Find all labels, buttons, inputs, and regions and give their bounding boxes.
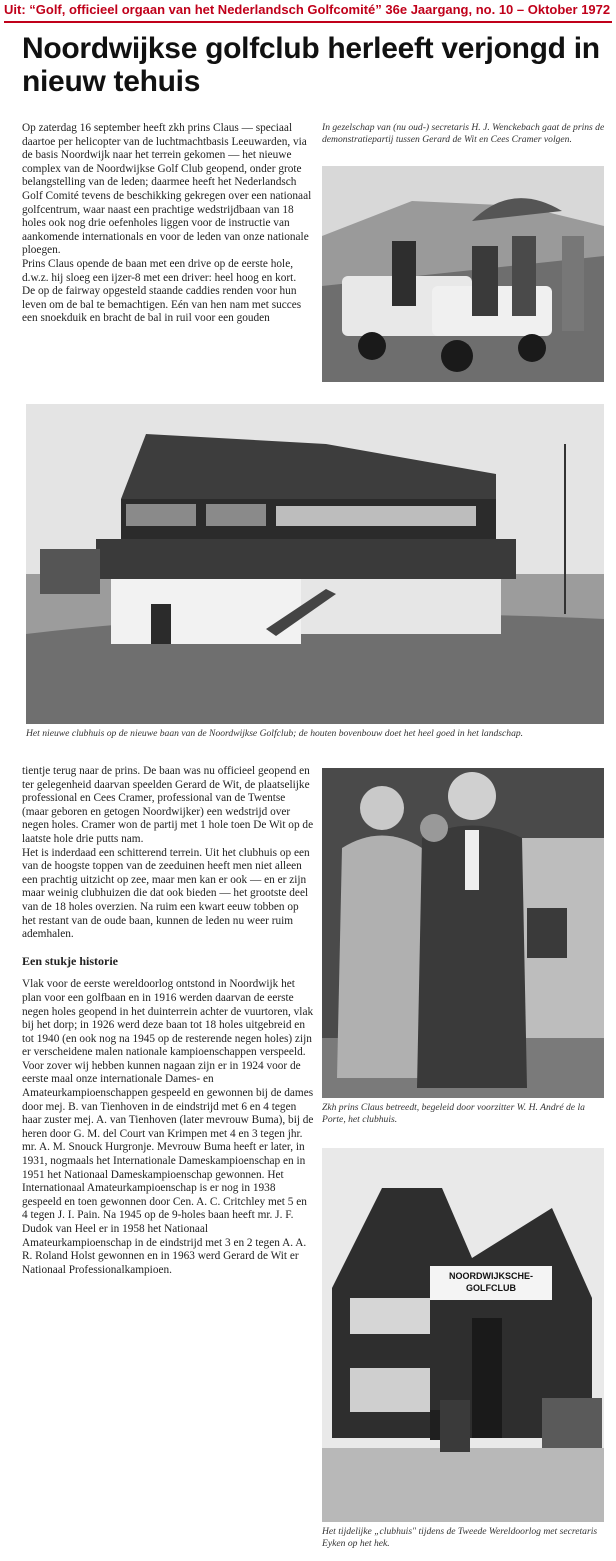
source-underline — [4, 21, 612, 23]
main-column — [22, 765, 314, 1277]
source-line: Uit: “Golf, officieel orgaan van het Nederlandsch Golfcomité” 36e Jaargang, no. 10 – Oktober 1972 — [4, 2, 611, 17]
golf-cart-photo — [322, 166, 604, 382]
history-paragraph-2: Voor zover wij hebben kunnen nagaan zijn er in 1924 voor de eerste maal onze internationale Dames- en Amateurkampioenschappen gespeeld en gewonnen bij de dames door mej. B. van Tienhoven in de eindstrijd met 6 en 4 tegen haar zuster mej. A. van Tienhoven (later mevrouw Buma), bij de heren door G. M. del Court van Krimpen met 4 en 3 tegen jhr. mr. A. M. Snouck Hurgronje. Mevrouw Buma heeft er later, in 1931, nogmaals het Internationale Dameskampioenschap en in 1951 het Nationaal Dameskampioenschap gewonnen. Het Internationaal Amateurkampioenschap is er nog in 1938 gespeeld en toen gewonnen door Cen. A. C. Critchley met 5 en 4 tegen J. I. Pain. Na 1945 op de 9-holes baan heeft mr. J. F. Dudok van Heel er in 1958 het Nationaal Amateurkampioenschap in de eindstrijd met 3 en 2 tegen A. A. R. Roland Holst gewonnen en in 1963 werd Gerard de Wit er Nationaal Professionalkampioen. — [22, 1059, 314, 1276]
prince-photo — [322, 768, 604, 1098]
continuation-paragraph-2: Het is inderdaad een schitterend terrein. Uit het clubhuis op een van de hoogste toppen van de zeeduinen heeft men niet alleen een prachtig uitzicht op zee, maar men kan er ook — en er zijn maar weinig clubhuizen die dat ook bieden — het grootste deel van de 18 holes overzien. Na ruim een kwart eeuw tobben op het restant van de oude baan, kunnen de leden nu weer ruim ademhalen. — [22, 846, 310, 941]
caption-prince: Zkh prins Claus betreedt, begeleid door voorzitter W. H. André de la Porte, het clubhuis. — [322, 1102, 585, 1125]
history-paragraph-1: Vlak voor de eerste wereldoorlog ontstond in Noordwijk het plan voor een golfbaan en in 1916 werden daarvan de eerste negen holes geopend in het duinterrein achter de vuurtoren, vlak bij het dorp; in 1926 werd deze baan tot 18 holes uitgebreid en tot 1940 (en ook nog na 1945 op de resterende negen holes) zijn er verscheidene malen nationale kampioenschappen verspeeld. — [22, 978, 314, 1059]
continuation-paragraph-1: tientje terug naar de prins. De baan was nu officieel geopend en ter gelegenheid daarvan speelden Gerard de Wit, de plaatselijke professional en Cees Cramer, professional van de Twentse (maar geboren en getogen Noordwijker) een wedstrijd over negen holes. Cramer won de partij met 1 hole toen De Wit op de laatste hole drie putts nam. — [22, 765, 314, 845]
intro-paragraph-2: Prins Claus opende de baan met een drive op de eerste hole, d.w.z. hij sloeg een ijzer-8 met een driver: heel hoog en kort. De op de fairway opgesteld staande caddies renden voor hun leven om de bal te bemachtigen. Eén van hen nam met succes een snoekduik en bracht de bal in ruil voor een gouden — [22, 257, 302, 325]
old-clubhouse-sign-line-1: NOORDWIJKSCHE- — [448, 1271, 533, 1281]
caption-golf-cart: In gezelschap van (nu oud-) secretaris H. J. Wenckebach gaat de prins de demonstratiepartij tussen Gerard de Wit en Cees Cramer volgen. — [322, 122, 605, 145]
caption-old-clubhouse: Het tijdelijke „clubhuis" tijdens de Tweede Wereldoorlog met secretaris Eyken op het hek. — [322, 1526, 598, 1549]
headline: Noordwijkse golfclub herleeft verjongd in nieuw tehuis — [22, 32, 600, 98]
clubhouse-photo — [26, 404, 604, 724]
old-clubhouse-sign — [430, 1266, 552, 1300]
subheading: Een stukje historie — [22, 953, 118, 968]
old-clubhouse-sign-line-2: GOLFCLUB — [466, 1283, 516, 1293]
old-clubhouse-photo — [322, 1148, 604, 1522]
intro-paragraph-1: Op zaterdag 16 september heeft zkh prins Claus — speciaal daartoe per helicopter van de luchtmachtbasis Leeuwarden, via de basis Noordwijk naar het terrein gekomen — het nieuwe complex van de Noordwijkse Golf Club geopend, onder grote belangstelling van de leden; daarmee heeft het Nederlandsch Golf Comité tevens de beschikking gekregen over een nationaal golfcentrum, waar naast een prachtige wedstrijdbaan van 18 holes ook nog drie oefenholes liggen voor de instructie van aankomende internationals en voor de leden van onze nationale ploegen. — [22, 122, 312, 257]
intro-column — [22, 122, 312, 326]
caption-clubhouse: Het nieuwe clubhuis op de nieuwe baan van de Noordwijkse Golfclub; de houten bovenbouw doet het heel goed in het landschap. — [26, 728, 524, 739]
